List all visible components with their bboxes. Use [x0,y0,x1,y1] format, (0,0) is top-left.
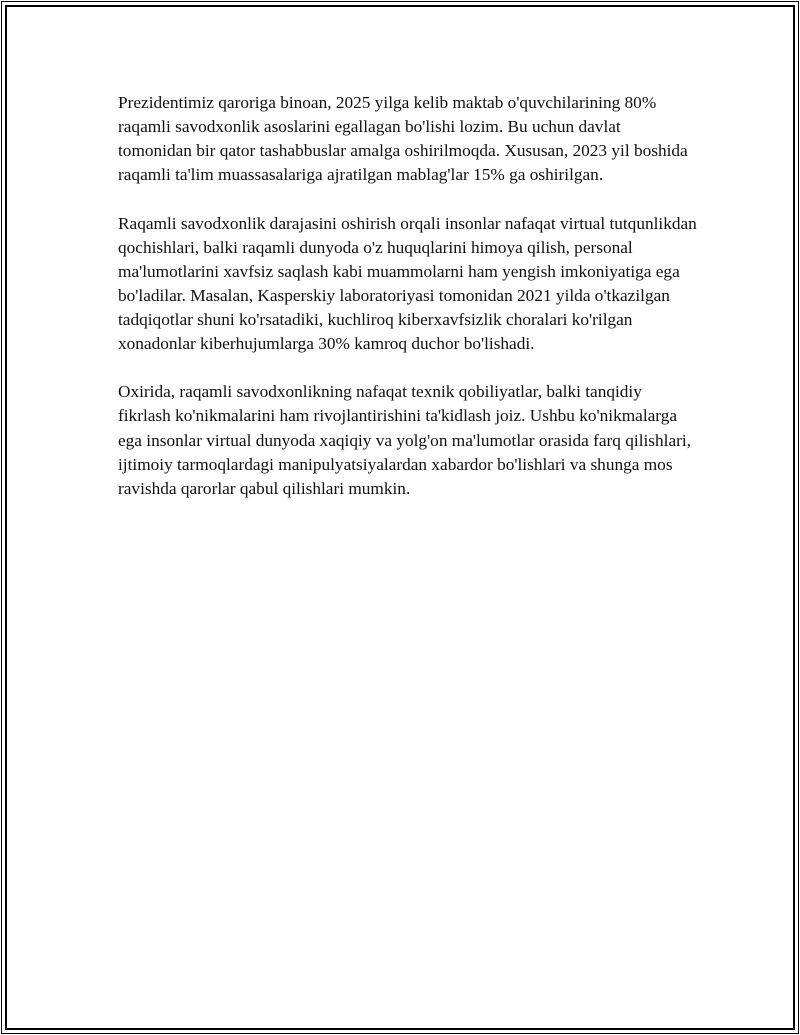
document-body [118,91,698,525]
paragraph-3: Oxirida, raqamli savodxonlikning nafaqat texnik qobiliyatlar, balki tanqidiy fikrlash ko'nikmalarini ham rivojlantirishini ta'kidlash joiz. Ushbu ko'nikmalarga ega insonlar virtual dunyoda xaqiqiy va yolg'on ma'lumotlar orasida farq qilishlari, ijtimoiy tarmoqlardagi manipulyatsiyalardan xabardor bo'lishlari va shunga mos ravishda qarorlar qabul qilishlari mumkin. [118,382,692,498]
paragraph-1: Prezidentimiz qaroriga binoan, 2025 yilga kelib maktab o'quvchilarining 80% raqamli savodxonlik asoslarini egallagan bo'lishi lozim. Bu uchun davlat tomonidan bir qator tashabbuslar amalga oshirilmoqda. Xususan, 2023 yil boshida raqamli ta'lim muassasalariga ajratilgan mablag'lar 15% ga oshirilgan. [118,93,688,185]
paragraph-2: Raqamli savodxonlik darajasini oshirish orqali insonlar nafaqat virtual tutqunlikdan qochishlari, balki raqamli dunyoda o'z huquqlarini himoya qilish, personal ma'lumotlarini xavfsiz saqlash kabi muammolarni ham yengish imkoniyatiga ega bo'ladilar. Masalan, Kasperskiy laboratoriyasi tomonidan 2021 yilda o'tkazilgan tadqiqotlar shuni ko'rsatadiki, kuchliroq kiberxavfsizlik choralari ko'rilgan xonadonlar kiberhujumlarga 30% kamroq duchor bo'lishadi. [118,213,697,354]
